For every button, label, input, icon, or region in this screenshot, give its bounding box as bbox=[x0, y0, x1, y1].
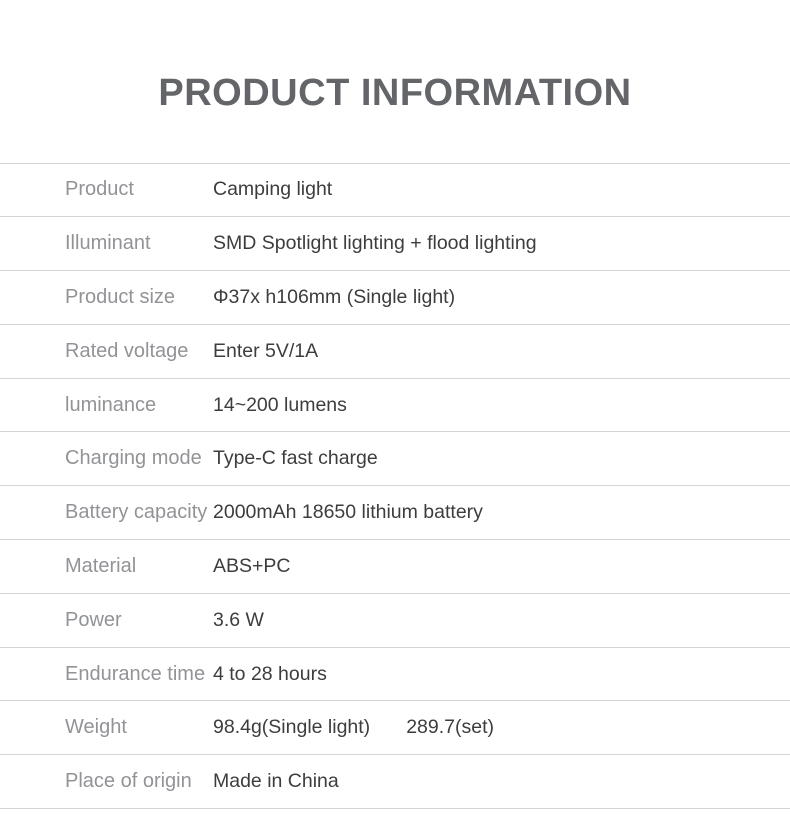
spec-value-primary: Camping light bbox=[213, 178, 333, 201]
spec-value-primary: 3.6 W bbox=[213, 608, 264, 631]
spec-value-primary: SMD Spotlight lighting + flood lighting bbox=[213, 232, 537, 255]
spec-value bbox=[213, 555, 790, 578]
spec-row bbox=[0, 755, 790, 809]
spec-value-primary: 98.4g(Single light) bbox=[213, 716, 371, 739]
spec-value-secondary: 289.7(set) bbox=[406, 716, 494, 739]
spec-value-primary: Type-C fast charge bbox=[213, 447, 378, 470]
spec-row bbox=[0, 540, 790, 594]
spec-table bbox=[0, 163, 790, 810]
spec-value bbox=[213, 609, 790, 632]
spec-value bbox=[213, 663, 790, 686]
spec-row bbox=[0, 164, 790, 218]
page-title: PRODUCT INFORMATION bbox=[158, 72, 632, 114]
spec-row bbox=[0, 325, 790, 379]
spec-label: Product bbox=[65, 178, 134, 201]
spec-row bbox=[0, 217, 790, 271]
spec-value-primary: 2000mAh 18650 lithium battery bbox=[213, 501, 483, 524]
spec-value bbox=[213, 501, 790, 524]
spec-row bbox=[0, 594, 790, 648]
spec-value bbox=[213, 447, 790, 470]
spec-label: luminance bbox=[65, 393, 157, 416]
spec-value bbox=[213, 716, 790, 739]
spec-value-primary: 4 to 28 hours bbox=[213, 662, 327, 685]
spec-value-primary: Made in China bbox=[213, 770, 339, 793]
spec-value bbox=[213, 178, 790, 201]
spec-value-primary: Enter 5V/1A bbox=[213, 339, 319, 362]
spec-value bbox=[213, 340, 790, 363]
spec-label: Material bbox=[65, 554, 137, 577]
spec-row bbox=[0, 648, 790, 702]
spec-label: Endurance time bbox=[65, 662, 206, 685]
spec-label: Battery capacity bbox=[65, 501, 208, 524]
spec-row bbox=[0, 379, 790, 433]
spec-label: Illuminant bbox=[65, 232, 151, 255]
spec-value-primary: ABS+PC bbox=[213, 554, 291, 577]
spec-row bbox=[0, 271, 790, 325]
spec-row bbox=[0, 432, 790, 486]
spec-value bbox=[213, 394, 790, 417]
spec-row bbox=[0, 486, 790, 540]
spec-label: Weight bbox=[65, 716, 127, 739]
spec-label: Charging mode bbox=[65, 447, 202, 470]
spec-value bbox=[213, 770, 790, 793]
spec-value bbox=[213, 232, 790, 255]
spec-label: Place of origin bbox=[65, 770, 192, 793]
spec-label: Product size bbox=[65, 285, 176, 308]
product-information-page bbox=[0, 70, 790, 824]
spec-value-primary: 14~200 lumens bbox=[213, 393, 347, 416]
spec-label: Power bbox=[65, 608, 122, 631]
spec-row bbox=[0, 701, 790, 755]
spec-label: Rated voltage bbox=[65, 339, 189, 362]
spec-value bbox=[213, 286, 790, 309]
spec-value-primary: Φ37x h106mm (Single light) bbox=[213, 285, 456, 308]
